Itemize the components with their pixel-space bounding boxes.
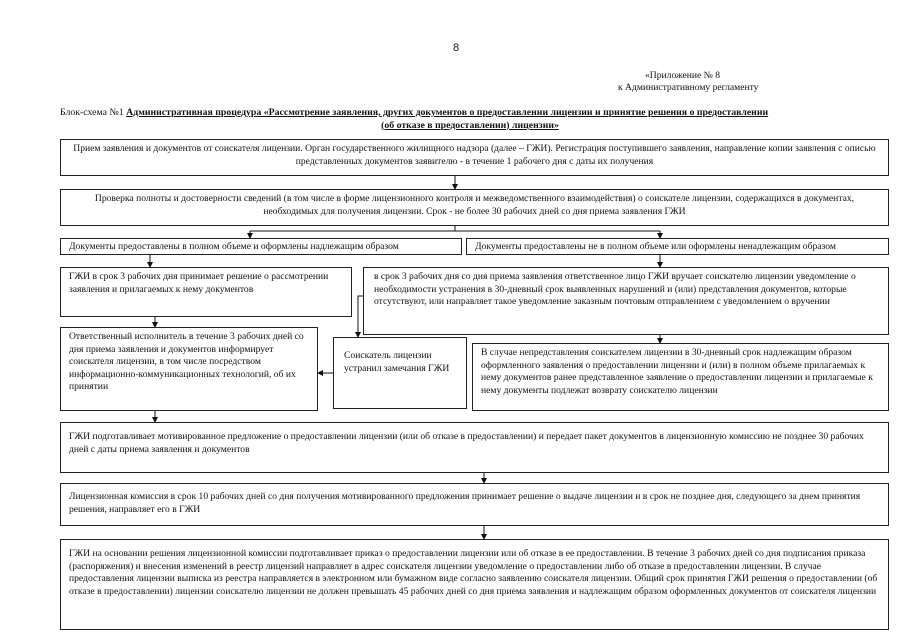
title-prefix: Блок-схема №1 [60, 107, 124, 118]
step-applicant-fixed-issues: Соискатель лицензии устранил замечания ГЖИ [333, 337, 467, 409]
appendix-line-1: «Приложение № 8 [645, 70, 721, 81]
step-issue-order: ГЖИ на основании решения лицензионной комиссии подготавливает приказ о предоставлении лицензии или об отказе в ее предоставлении. В течение 3 рабочих дней со дня подписания приказа (распоряжения) и внесения изменений в реестр лицензий направляет в адрес соискателя лицензии уведомление о предоставлении либо об отказе в предоставлении лицензии. В случае предоставления лицензии выписка из реестра направляется в электронном или бумажном виде согласно заявлению соискателя лицензии. Общий срок принятия ГЖИ решения о предоставлении (об отказе в предоставлении) лицензии соискателю лицензии не должен превышать 45 рабочих дней со дня приема заявления и надлежащим образом оформленных документов от соискателя лицензии [60, 539, 889, 630]
step-return-documents: В случае непредставления соискателем лицензии в 30-дневный срок надлежащим образом оформленного заявления о предоставлении лицензии и (или) в полном объеме прилагаемых к нему документов ранее представленное заявление о предоставлении лицензии и прилагаемые к нему документы подлежат возврату соискателю лицензии [472, 343, 889, 411]
step-receive-application: Прием заявления и документов от соискателя лицензии. Орган государственного жилищного надзора (далее – ГЖИ). Регистрация поступившего заявления, направление копии заявления с описью представленных документов заявителю - в течение 1 рабочего дня с даты их получения [60, 139, 889, 176]
step-inform-applicant: Ответственный исполнитель в течение 3 рабочих дней со дня приема заявления и документов информирует соискателя лицензии, в том числе посредством информационно-коммуникационных технологий, об их принятии [60, 327, 318, 411]
step-verify-completeness: Проверка полноты и достоверности сведений (в том числе в форме лицензионного контроля и межведомственного взаимодействия) о соискателе лицензии, содержащихся в документах, необходимых для получения лицензии. Срок - не более 30 рабочих дней со дня приема заявления ГЖИ [60, 189, 889, 226]
flowchart-title [60, 107, 880, 132]
title-text-line-2: (об отказе в предоставлении) лицензии» [381, 119, 559, 131]
page-number: 8 [452, 42, 460, 54]
branch-documents-incomplete: Документы предоставлены не в полном объеме или оформлены ненадлежащим образом [466, 238, 889, 255]
step-decision-to-review: ГЖИ в срок 3 рабочих дня принимает решение о рассмотрении заявления и прилагаемых к нему документов [60, 267, 352, 317]
title-text-line-1: Административная процедура «Рассмотрение заявления, других документов о предоставлении лицензии и принятие решения о предоставлении [126, 107, 769, 118]
step-licensing-commission-decision: Лицензионная комиссия в срок 10 рабочих дней со дня получения мотивированного предложения принимает решение о выдаче лицензии и в срок не позднее дня, следующего за днем принятия решения, направляет его в ГЖИ [60, 483, 889, 526]
appendix-note [600, 70, 800, 94]
appendix-line-2: к Административному регламенту [618, 82, 759, 93]
step-notification-to-fix: в срок 3 рабочих дня со дня приема заявления ответственное лицо ГЖИ вручает соискателю лицензии уведомление о необходимости устранения в 30-дневный срок выявленных нарушений и (или) представления документов, которые отсутствуют, или направляет такое уведомление заказным почтовым отправлением с уведомлением о вручении [363, 267, 889, 335]
branch-documents-complete: Документы предоставлены в полном объеме и оформлены надлежащим образом [60, 238, 462, 255]
step-motivated-proposal: ГЖИ подготавливает мотивированное предложение о предоставлении лицензии (или об отказе в предоставлении) и передает пакет документов в лицензионную комиссию не позднее 30 рабочих дней с даты приема заявления и документов [60, 422, 889, 473]
